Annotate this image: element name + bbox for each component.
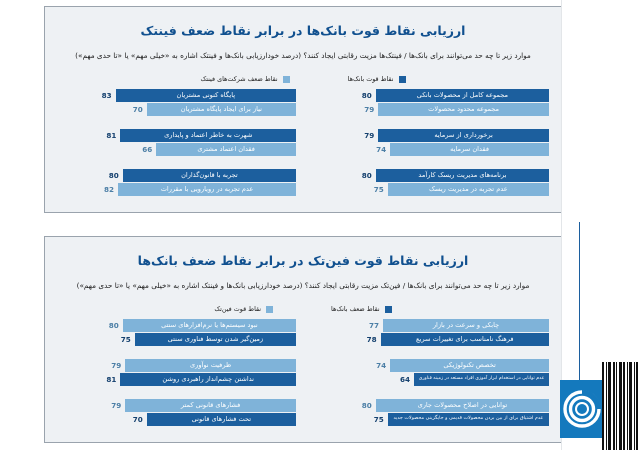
legend-item-fintech-weaknesses <box>200 75 289 83</box>
bar-value: 80 <box>108 321 119 331</box>
legend-label: نقاط ضعف شرکت‌های فینتک <box>200 75 278 84</box>
bar-value: 80 <box>108 171 119 181</box>
bar-group <box>57 129 296 156</box>
bar-light <box>378 103 549 116</box>
chart-2-column-right <box>310 319 549 426</box>
bar-dark <box>120 129 296 142</box>
legend-label: نقاط ضعف بانک‌ها <box>331 305 380 314</box>
bar-value: 82 <box>104 185 115 195</box>
bar-dark <box>116 89 296 102</box>
bar-label: تحت فشارهای قانونی <box>191 415 252 424</box>
bar-row <box>57 129 296 142</box>
bar-dark <box>120 373 296 386</box>
bar-dark <box>135 333 296 346</box>
legend-label: نقاط قوت بانک‌ها <box>347 75 394 84</box>
bar-row <box>310 129 549 142</box>
bar-value: 64 <box>400 375 411 385</box>
bar-group <box>57 89 296 116</box>
bar-dark <box>378 129 549 142</box>
bar-row <box>310 359 549 372</box>
bar-row <box>310 333 549 346</box>
bar-value: 81 <box>106 375 117 385</box>
legend-swatch-dark-icon <box>385 306 392 313</box>
bar-label: برخورداری از سرمایه <box>434 131 493 140</box>
bar-label: ظرفیت نوآوری <box>190 361 232 370</box>
bar-dark <box>376 169 549 182</box>
bar-light <box>147 103 296 116</box>
bar-label: فقدان اعتماد مشتری <box>197 145 255 154</box>
legend-swatch-dark-icon <box>399 76 406 83</box>
bar-light <box>125 359 296 372</box>
bar-group <box>310 129 549 156</box>
legend-swatch-light-icon <box>266 306 273 313</box>
bar-value: 74 <box>376 361 387 371</box>
chart-2-column-left <box>57 319 296 426</box>
bar-label: توانایی در اصلاح محصولات جاری <box>417 401 508 410</box>
chart-1-column-right <box>310 89 549 196</box>
bar-label: عدم توانایی در استخدام ابزار آموزی افراد مستعد در زمینه فناوری <box>418 376 545 382</box>
bar-dark <box>388 413 549 426</box>
bar-label: برنامه‌های مدیریت ریسک کارآمد <box>418 171 507 180</box>
bar-label: عدم تجربه در رویارویی با مقررات <box>160 185 254 194</box>
bar-label: مجموعه کامل از محصولات بانکی <box>416 91 509 100</box>
bar-group <box>57 399 296 426</box>
bar-value: 79 <box>111 401 122 411</box>
bar-label: شهرت به خاطر اعتماد و پایداری <box>164 131 253 140</box>
bar-light <box>118 183 296 196</box>
bar-dark <box>123 169 296 182</box>
bar-group <box>310 399 549 426</box>
bar-value: 80 <box>361 91 372 101</box>
bar-row <box>310 413 549 426</box>
bar-value: 66 <box>142 145 153 155</box>
legend-item-banks-weaknesses <box>331 305 392 313</box>
bar-row <box>57 359 296 372</box>
bar-row <box>57 103 296 116</box>
bar-value: 79 <box>111 361 122 371</box>
bar-value: 74 <box>376 145 387 155</box>
bar-dark <box>376 89 549 102</box>
page-spine <box>562 0 638 450</box>
legend-label: نقاط قوت فین‌تک <box>214 305 262 314</box>
bar-label: نیاز برای ایجاد پایگاه مشتریان <box>180 105 262 114</box>
bar-value: 80 <box>361 401 372 411</box>
chart-panel-1 <box>44 6 562 213</box>
legend-swatch-light-icon <box>283 76 290 83</box>
bar-row <box>57 143 296 156</box>
bar-group <box>310 169 549 196</box>
bar-light <box>390 143 549 156</box>
legend-item-banks-strengths <box>348 75 406 83</box>
chart-1-legend <box>45 68 561 85</box>
bar-row <box>57 373 296 386</box>
bar-row <box>310 103 549 116</box>
bar-row <box>57 333 296 346</box>
bar-dark <box>381 333 549 346</box>
bar-group <box>310 319 549 346</box>
chart-2-subtitle: موارد زیر تا چه حد می‌توانند برای بانک‌ها / فین‌تک مزیت رقابتی ایجاد کنند؟ (درصد خودارزیابی بانک‌ها و فینتک اشاره به «خیلی مهم» یا «تا حدی مهم») <box>76 281 530 291</box>
barcode-icon <box>598 362 638 450</box>
bar-row <box>310 183 549 196</box>
bar-value: 75 <box>373 185 384 195</box>
bar-label: مجموعه محدود محصولات <box>428 105 500 114</box>
bar-value: 70 <box>132 415 143 425</box>
bar-value: 70 <box>132 105 143 115</box>
bar-group <box>310 89 549 116</box>
bar-label: فشارهای قانونی کمتر <box>180 401 241 410</box>
bar-group <box>57 319 296 346</box>
bar-group <box>57 169 296 196</box>
bar-row <box>310 143 549 156</box>
chart-1-column-left <box>57 89 296 196</box>
bar-row <box>57 169 296 182</box>
bar-row <box>310 169 549 182</box>
bar-row <box>310 373 549 386</box>
bar-value: 79 <box>364 131 375 141</box>
bar-row <box>57 399 296 412</box>
bar-row <box>57 319 296 332</box>
bar-light <box>156 143 296 156</box>
bar-value: 78 <box>366 335 377 345</box>
bar-label: نبود سیستم‌ها یا نرم‌افزارهای سنتی <box>161 321 258 330</box>
chart-2-title: ارزیابی نقاط قوت فین‌تک در برابر نقاط ضعف بانک‌ها <box>137 253 469 269</box>
bar-value: 83 <box>101 91 112 101</box>
bar-value: 77 <box>368 321 379 331</box>
chart-1-title: ارزیابی نقاط قوت بانک‌ها در برابر نقاط ضعف فینتک <box>140 23 466 39</box>
bar-label: عدم اشتیاق برای از بین بردن محصولات قدیمی و جایگزینی محصولات جدید <box>393 416 544 422</box>
bar-value: 81 <box>106 131 117 141</box>
bar-label: پایگاه کنونی مشتریان <box>176 91 236 100</box>
chart-2-grid <box>45 315 561 426</box>
bar-label: فرهنگ نامناسب برای تغییرات سریع <box>416 335 514 344</box>
bar-value: 80 <box>361 171 372 181</box>
bar-light <box>390 359 549 372</box>
bar-value: 75 <box>120 335 131 345</box>
bar-light <box>125 399 296 412</box>
chart-1-grid <box>45 85 561 196</box>
bar-label: نداشتن چشم‌انداز راهبردی روشن <box>162 375 254 384</box>
bar-label: فقدان سرمایه <box>450 145 489 154</box>
bar-group <box>310 359 549 386</box>
chart-1-subtitle: موارد زیر تا چه حد می‌توانند برای بانک‌ها / فینتک‌ها مزیت رقابتی ایجاد کنند؟ (درصد خودارزیابی بانک‌ها و فینتک اشاره به «خیلی مهم» یا «تا حدی مهم») <box>75 51 531 61</box>
bar-label: عدم تجربه در مدیریت ریسک <box>429 185 508 194</box>
spine-vertical-rule <box>579 222 580 390</box>
bar-label: چابکی و سرعت در بازار <box>432 321 500 330</box>
legend-item-fintech-strengths <box>214 305 273 313</box>
bar-label: تخصص تکنولوژیکی <box>443 361 496 370</box>
bar-label: تجربه با قانون‌گذاران <box>181 171 238 180</box>
bar-value: 79 <box>364 105 375 115</box>
bar-value: 75 <box>373 415 384 425</box>
bar-group <box>57 359 296 386</box>
bar-row <box>310 89 549 102</box>
chart-2-legend <box>45 298 561 315</box>
bar-row <box>310 399 549 412</box>
bar-row <box>57 89 296 102</box>
bar-label: زمین‌گیر شدن توسط فناوری سنتی <box>167 335 264 344</box>
bar-row <box>57 413 296 426</box>
bar-light <box>383 319 549 332</box>
chart-panel-2 <box>44 236 562 443</box>
bar-light <box>376 399 549 412</box>
bar-row <box>57 183 296 196</box>
bar-light <box>123 319 296 332</box>
left-gutter <box>0 0 44 450</box>
bar-dark <box>147 413 296 426</box>
bar-light <box>388 183 549 196</box>
bar-row <box>310 319 549 332</box>
bar-dark <box>414 373 549 386</box>
